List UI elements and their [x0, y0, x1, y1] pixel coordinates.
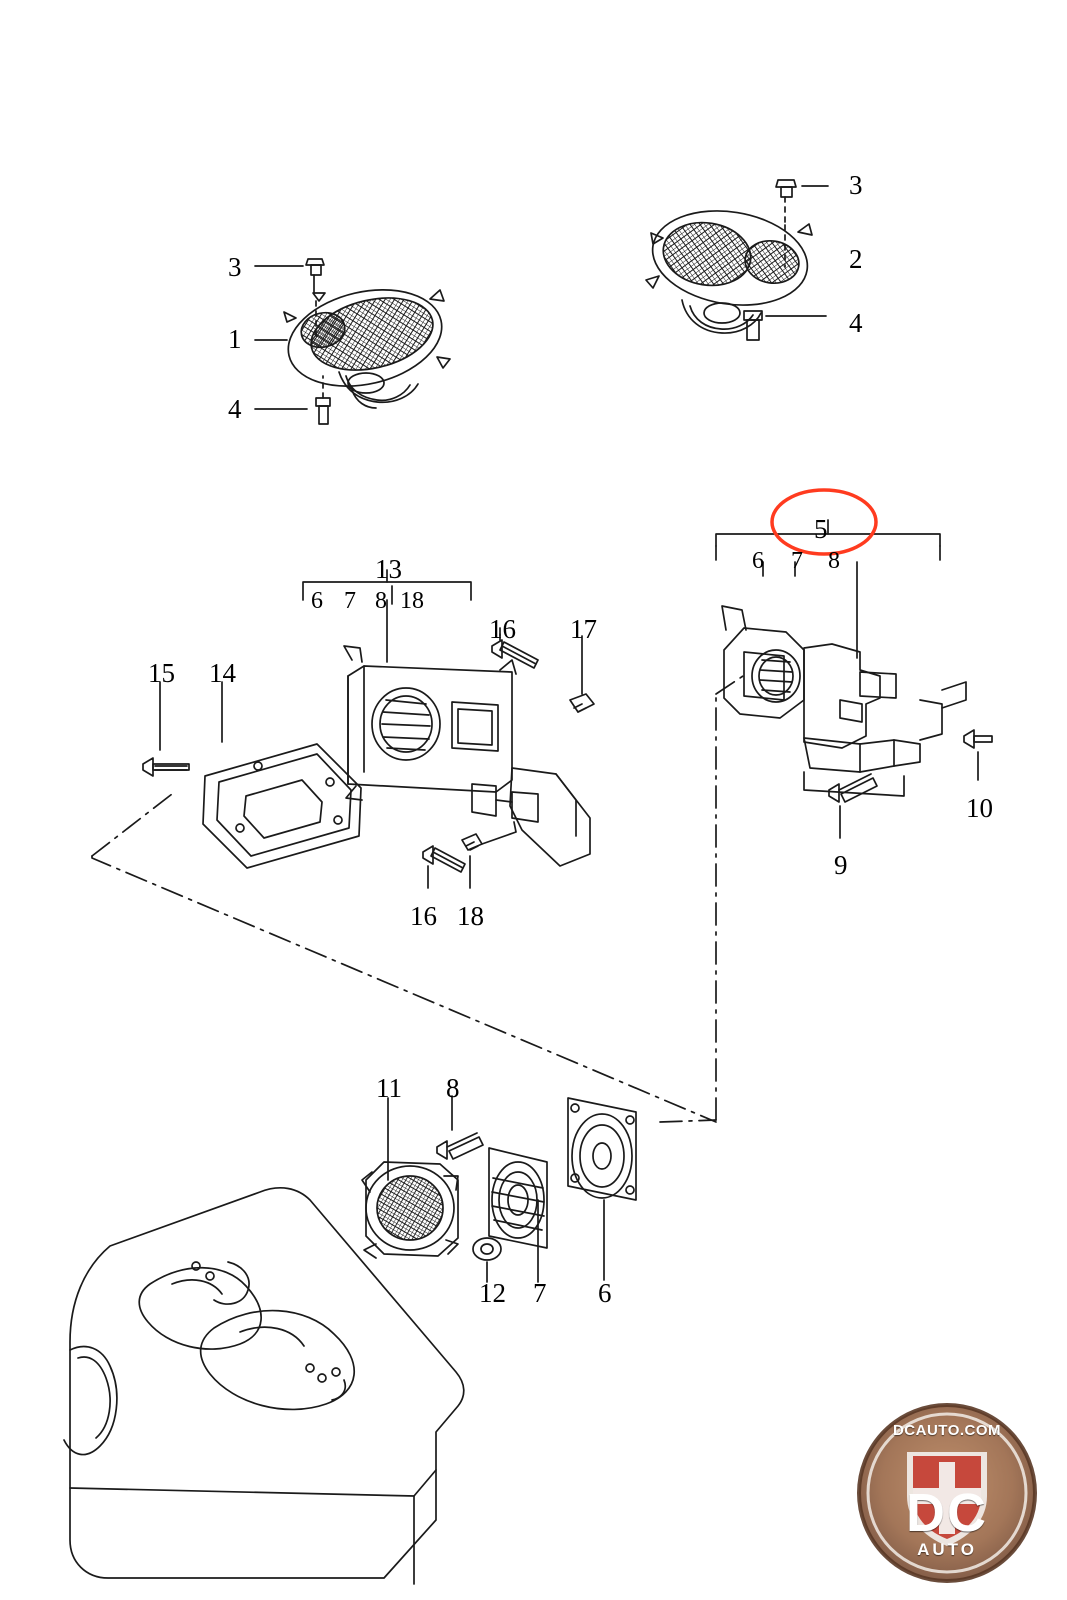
callout-group13-7: 7 [344, 588, 356, 614]
callout-group13-18: 18 [400, 588, 424, 614]
callout-group5-8: 8 [828, 548, 840, 574]
callout-6-bottom: 6 [598, 1278, 612, 1308]
callout-4-left: 4 [228, 394, 242, 424]
callout-17: 17 [570, 614, 597, 644]
callout-group5-7: 7 [791, 548, 803, 574]
callout-7-bottom: 7 [533, 1278, 547, 1308]
callout-16-upper: 16 [489, 614, 516, 644]
callout-8-bottom: 8 [446, 1073, 460, 1103]
dcauto-watermark [849, 1400, 1045, 1586]
watermark-brand: DC [906, 1483, 988, 1543]
watermark-sub: AUTO [917, 1540, 977, 1559]
watermark-url: DCAUTO.COM [892, 1422, 1002, 1439]
callout-9: 9 [834, 850, 848, 880]
callout-group5-6: 6 [752, 548, 764, 574]
callout-3-left: 3 [228, 252, 242, 282]
callout-13: 13 [375, 554, 402, 584]
callout-2: 2 [849, 244, 863, 274]
callout-14: 14 [209, 658, 236, 688]
callout-12: 12 [479, 1278, 506, 1308]
callout-group13-8: 8 [375, 588, 387, 614]
callout-15: 15 [148, 658, 175, 688]
callout-group13-6: 6 [311, 588, 323, 614]
callout-1: 1 [228, 324, 242, 354]
callout-18-lower: 18 [457, 901, 484, 931]
callout-10: 10 [966, 793, 993, 823]
callout-11: 11 [376, 1073, 402, 1103]
callout-4-right: 4 [849, 308, 863, 338]
callout-5-highlighted: 5 [814, 514, 828, 544]
callout-3-right: 3 [849, 170, 863, 200]
callout-16-lower: 16 [410, 901, 437, 931]
